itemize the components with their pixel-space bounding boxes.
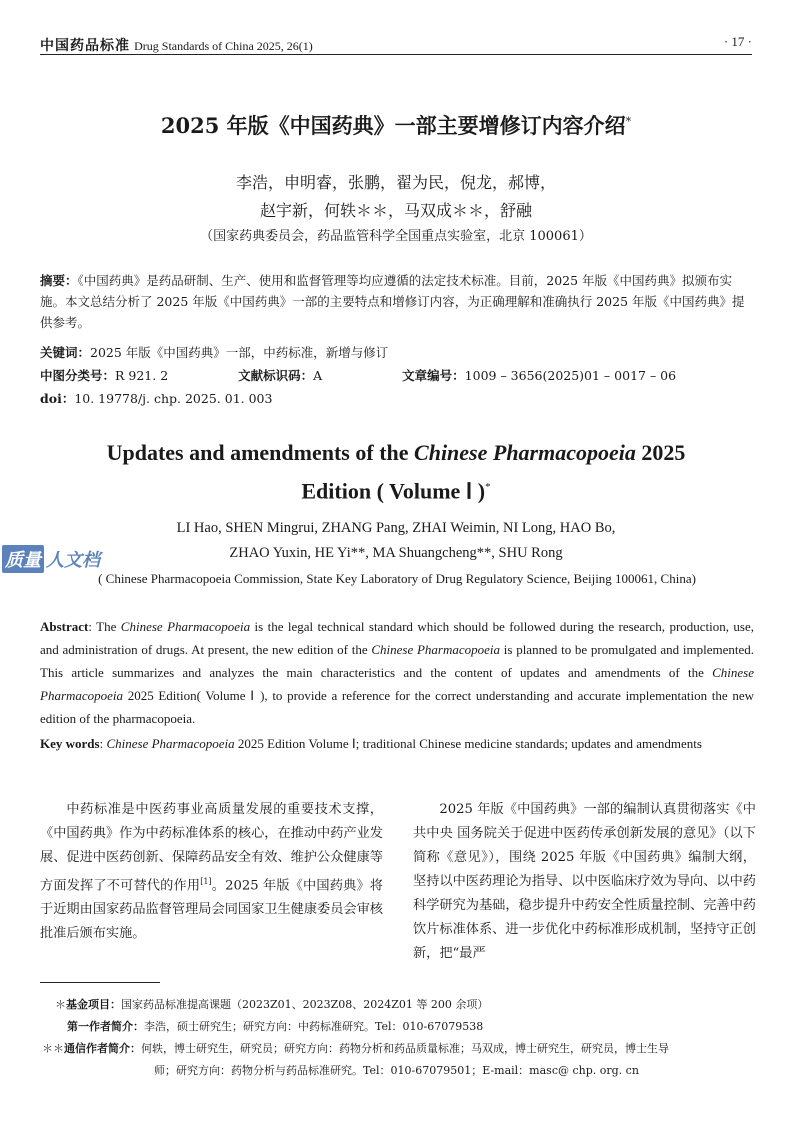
- abstract-en-label: Abstract: [40, 619, 89, 634]
- authors-cn-line-1: 李浩，申明睿，张鹏，翟为民，倪龙，郝博，: [235, 173, 556, 192]
- page-number: · 17 ·: [723, 34, 752, 49]
- watermark-box: 质量: [2, 545, 44, 573]
- abstract-en: Abstract: The Chinese Pharmacopoeia is the legal technical standard which should be followed during the research, production, use, and administration of drugs. At present, the new edition of the Chinese Pharmacopoeia is planned to be promulgated and implemented. This article summarizes and analyzes the main characteristics and the content of updates and amendments of the Chinese Pharmacopoeia 2025 Edition( Volume Ⅰ ), to provide a reference for the correct understanding and accurate implementation the new edition of the pharmacopoeia.: [40, 619, 755, 726]
- watermark-logo: [2, 545, 100, 573]
- clc-value: R 921. 2: [115, 368, 169, 383]
- title-cn-text: 2025 年版《中国药典》一部主要增修订内容介绍: [160, 113, 626, 138]
- title-en-line-1: Updates and amendments of the Chinese Pharmacopoeia 2025: [106, 440, 686, 465]
- footnote-first-author: 第一作者简介：李浩，硕士研究生；研究方向：中药标准研究。Tel：010-67079538: [67, 1020, 484, 1033]
- abstract-cn-text: 《中国药典》是药品研制、生产、使用和监督管理等均应遵循的法定技术标准。目前，2025 年版《中国药典》拟颁布实施。本文总结分析了 2025 年版《中国药典》一部的主要特点和增修订内容，为正确理解和准确执行 2025 年版《中国药典》提供参考。: [40, 273, 745, 330]
- authors-en-line-1: LI Hao, SHEN Mingrui, ZHANG Pang, ZHAI Weimin, NI Long, HAO Bo,: [176, 520, 616, 536]
- journal-name-en: Drug Standards of China 2025, 26(1): [134, 39, 313, 53]
- keywords-cn-label: 关键词：: [40, 345, 91, 360]
- affiliation-en: ( Chinese Pharmacopoeia Commission, State Key Laboratory of Drug Regulatory Science, Beijing 100061, China): [98, 571, 696, 586]
- abstract-cn-label: 摘要：: [40, 273, 78, 288]
- body-paragraph: 中药标准是中医药事业高质量发展的重要技术支撑，《中国药典》作为中药标准体系的核心，在推动中药产业发展、促进中医药创新、保障药品安全有效、维护公众健康等方面发挥了不可替代的作用[1]。2025 年版《中国药典》将于近期由国家药品监督管理局会同国家卫生健康委员会审核批准后颁布实施。: [40, 802, 383, 942]
- footnote-fund: ＊基金项目：国家药品标准提高课题（2023Z01、2023Z08、2024Z01 等 200 余项）: [55, 998, 489, 1011]
- footnote-rule: [40, 982, 160, 983]
- clc-label: 中图分类号：: [40, 368, 116, 383]
- classification-row: [40, 366, 676, 384]
- keywords-cn-text: 2025 年版《中国药典》一部，中药标准，新增与修订: [90, 345, 389, 360]
- body-column-right: [413, 798, 756, 966]
- title-footnote-mark: *: [625, 115, 632, 128]
- authors-en-line-2: ZHAO Yuxin, HE Yi**, MA Shuangcheng**, SHU Rong: [229, 545, 563, 561]
- article-title-cn: [0, 110, 792, 140]
- body-paragraph: 2025 年版《中国药典》一部的编制认真贯彻落实《中共中央 国务院关于促进中医药传承创新发展的意见》（以下简称《意见》），围绕 2025 年版《中国药典》编制大纲，坚持以中医药理论为指导、以中医临床疗效为导向、以中药科学研究为基础，稳步提升中药安全性质量控制、完善中药饮片标准体系、进一步优化中药标准形成机制，坚持守正创新，把“最严: [413, 802, 756, 961]
- body-column-left: [40, 798, 383, 946]
- affiliation-cn: （国家药典委员会，药品监管科学全国重点实验室，北京 100061）: [200, 229, 592, 244]
- citation-ref: [1]: [200, 877, 212, 886]
- watermark-text: 人文档: [46, 550, 100, 571]
- doi-label: doi：: [40, 391, 75, 406]
- journal-name-cn: 中国药品标准: [40, 38, 130, 54]
- doc-code-value: A: [313, 368, 323, 383]
- doc-code-label: 文献标识码：: [238, 368, 314, 383]
- running-header: [40, 35, 313, 55]
- keywords-cn: [40, 343, 388, 361]
- article-title-en: [0, 436, 792, 508]
- keywords-en: Key words: Chinese Pharmacopoeia 2025 Edition Volume Ⅰ; traditional Chinese medicine standards; updates and amendments: [40, 736, 702, 751]
- title-en-line-2: Edition ( Volume Ⅰ )*: [301, 478, 491, 504]
- footnote-corresponding: ＊＊通信作者简介：何轶，博士研究生，研究员；研究方向：药物分析和药品质量标准；马双成，博士研究生，研究员，博士生导: [42, 1042, 669, 1055]
- article-number-value: 1009 – 3656(2025)01 – 0017 – 06: [464, 368, 677, 383]
- authors-cn-line-2: 赵宇新，何轶＊＊，马双成＊＊，舒融: [259, 201, 532, 220]
- doi-row: [40, 389, 272, 407]
- doi-value: 10. 19778/j. chp. 2025. 01. 003: [74, 391, 273, 406]
- article-number-label: 文章编号：: [402, 368, 465, 383]
- footnote-corresponding-cont: 师；研究方向：药物分析与药品标准研究。Tel：010-67079501；E-mail：masc@ chp. org. cn: [154, 1064, 639, 1077]
- abstract-cn: [40, 270, 754, 333]
- header-rule: [40, 54, 752, 55]
- keywords-en-label: Key words: [40, 736, 100, 751]
